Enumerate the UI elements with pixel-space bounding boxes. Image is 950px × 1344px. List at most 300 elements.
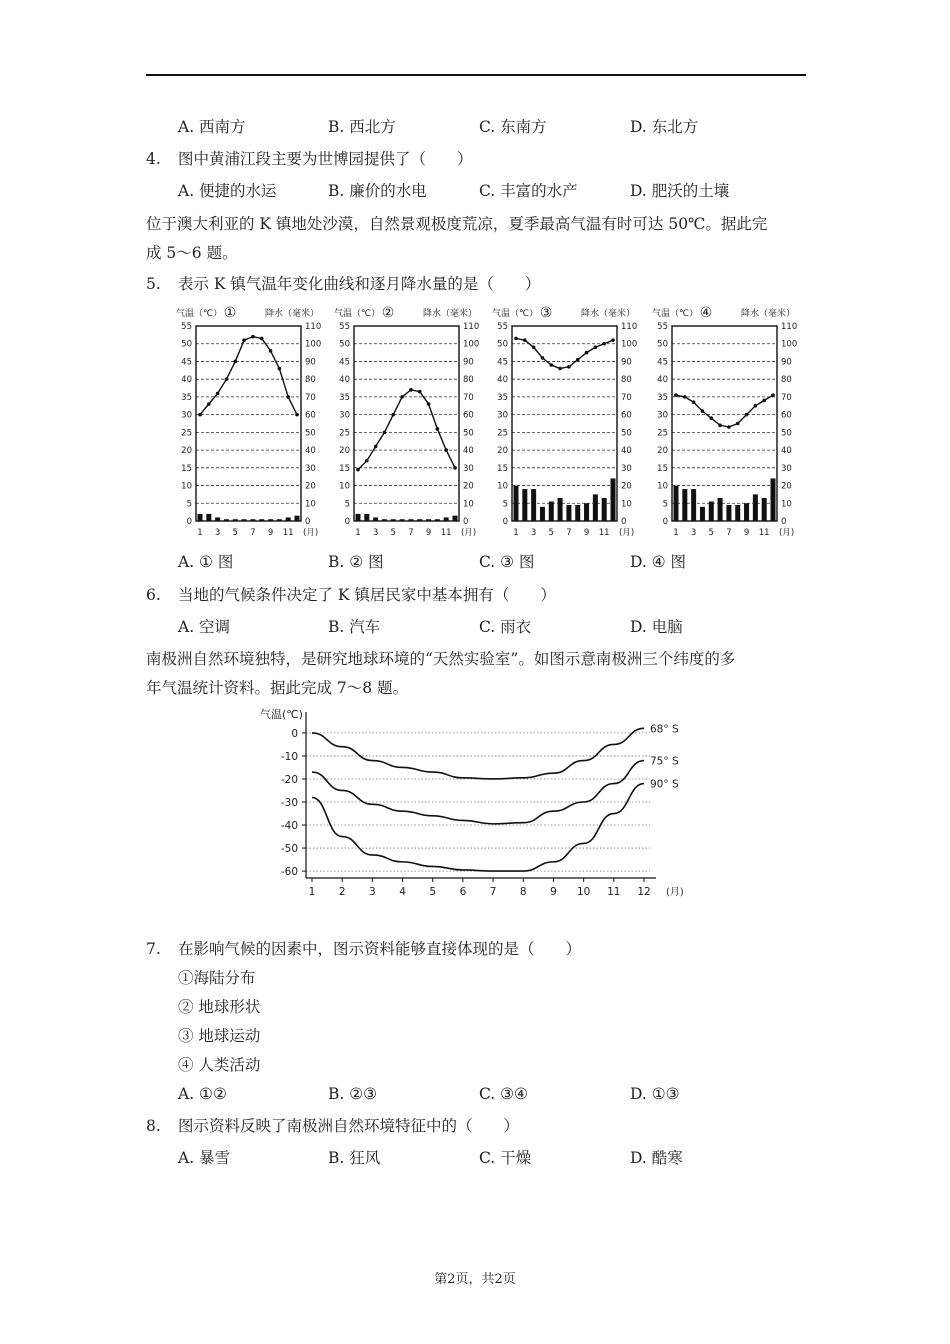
q7-item-3: ③ 地球运动 [178,1027,261,1045]
q8-option-a: A. 暴雪 [178,1149,231,1167]
precip-bar [735,505,740,521]
q3-option-d: D. 东北方 [630,118,699,136]
temp-tick-label: 35 [339,392,350,403]
temp-tick-label: 5 [662,499,668,510]
temp-tick-label: 15 [339,463,350,474]
temp-tick-label: 55 [497,322,508,332]
temp-point [216,392,220,396]
temp-tick-label: 55 [657,322,668,332]
y-tick-label: -50 [280,843,298,856]
temp-tick-label: 45 [181,357,192,368]
q3-option-c: C. 东南方 [479,118,547,136]
precip-bar [206,514,211,521]
plot-frame [196,326,301,521]
x-tick-label: (月) [779,528,795,538]
precip-tick-label: 100 [621,339,638,350]
x-tick-label: 6 [459,886,467,898]
q6-option-b: B. 汽车 [328,618,381,636]
temp-point [444,448,448,452]
precip-tick-label: 10 [463,499,474,510]
temp-point [391,413,395,417]
x-tick-label: (月) [461,528,477,538]
precip-bar [682,489,687,521]
temp-point [558,367,562,371]
chart-title: ① [223,305,237,321]
precip-bar [356,514,361,521]
x-tick-label: 9 [550,886,557,898]
precip-tick-label: 10 [781,499,792,510]
temp-tick-label: 15 [497,463,508,474]
q7-item-1: ①海陆分布 [178,969,256,987]
x-tick-label: 1 [513,528,519,538]
precip-bar [453,516,458,521]
precip-bar [531,489,536,521]
precip-bar [558,498,563,521]
temp-point [745,413,749,417]
q6-question [146,584,556,606]
precip-bar [584,503,589,521]
temp-point [514,337,518,341]
precip-bar [611,478,616,521]
temp-line [358,390,455,470]
temp-tick-label: 5 [344,499,350,510]
precip-tick-label: 90 [781,357,792,368]
temp-tick-label: 50 [497,339,508,350]
x-tick-label: 1 [197,528,203,538]
temp-tick-label: 45 [497,357,508,368]
x-tick-label: 10 [576,886,591,898]
q6-number: 6. [146,586,161,604]
precip-bar [435,519,440,521]
temp-tick-label: 10 [181,481,192,492]
series-line-2 [312,761,644,824]
header-rule [146,74,806,76]
intro-k-line2: 成 5～6 题。 [146,244,238,262]
x-tick-label: 5 [548,528,554,538]
temp-tick-label: 20 [181,446,192,457]
x-tick-label: 7 [250,528,256,538]
q6-stem: 当地的气候条件决定了 K 镇居民家中基本拥有（ ） [178,586,556,604]
x-tick-label: 11 [607,886,621,898]
q6-option-d: D. 电脑 [630,618,683,636]
temp-point [365,459,369,463]
precip-tick-label: 40 [781,446,792,457]
temp-point [269,349,273,353]
x-tick-label: 3 [214,528,221,538]
temp-axis-label: 气温（℃） [652,309,699,319]
q8-option-d: D. 酷寒 [630,1149,683,1167]
temp-point [683,395,687,399]
precip-bar [408,519,413,521]
precip-tick-label: 60 [463,410,474,421]
precip-bar [549,502,554,522]
x-tick-label: 11 [598,528,610,538]
temp-point [692,400,696,404]
x-tick-label: 1 [673,528,679,538]
temp-tick-label: 25 [497,428,508,439]
x-tick-label: 2 [338,886,346,898]
intro-ant-line1: 南极洲自然环境独特，是研究地球环境的“天然实验室”。如图示意南极洲三个纬度的多 [146,650,736,668]
x-tick-label: 7 [726,528,732,538]
precip-bar [250,519,255,521]
precip-tick-label: 40 [463,446,474,457]
precip-bar [426,519,431,521]
temp-tick-label: 15 [181,463,192,474]
temp-line [516,338,613,368]
temp-point [762,399,766,403]
temp-tick-label: 20 [497,446,508,457]
precip-tick-label: 10 [305,499,316,510]
temp-point [709,416,713,420]
temp-point [532,345,536,349]
x-tick-label: 3 [690,528,697,538]
temp-point [198,413,202,417]
precip-bar [709,502,714,522]
precip-bar [771,478,776,521]
precip-bar [224,519,229,521]
climate-chart-1 [176,305,321,538]
precip-tick-label: 30 [463,463,474,474]
chart-title: ③ [539,305,553,321]
x-tick-label: 1 [308,886,316,898]
series-label: 68° S [650,723,679,736]
temp-point [260,337,264,341]
temp-tick-label: 5 [186,499,192,510]
temp-axis-label: 气温（℃） [492,309,539,319]
precip-tick-label: 90 [463,357,474,368]
temp-point [453,466,457,470]
precip-axis-label: 降水（毫米） [422,309,477,319]
temp-tick-label: 0 [662,517,668,527]
q8-option-b: B. 狂风 [328,1149,381,1167]
x-tick-label: 4 [399,886,406,898]
precip-tick-label: 30 [621,463,632,474]
precip-bar [726,505,731,521]
temp-tick-label: 50 [181,339,192,350]
precip-bar [700,507,705,521]
q5-option-d: D. ④ 图 [630,553,687,571]
x-tick-label: 1 [355,528,361,538]
intro-k-line1: 位于澳大利亚的 K 镇地处沙漠，自然景观极度荒凉，夏季最高气温有时可达 50℃。据此完 [146,215,768,233]
precip-bar [391,519,396,521]
precip-tick-label: 80 [305,375,316,386]
precip-bar [373,517,378,521]
precip-tick-label: 80 [781,375,792,386]
q3-option-b: B. 西北方 [328,118,396,136]
temp-tick-label: 10 [497,481,508,492]
temp-tick-label: 15 [657,463,668,474]
precip-bar [540,507,545,521]
temp-tick-label: 30 [339,410,350,421]
temp-point [295,413,299,417]
x-unit-label: (月) [666,887,684,898]
precip-tick-label: 0 [305,517,311,527]
q7-option-b: B. ②③ [328,1085,378,1103]
q8-option-c: C. 干燥 [479,1149,532,1167]
temp-tick-label: 25 [339,428,350,439]
temp-point [701,409,705,413]
precip-bar [691,489,696,521]
precip-tick-label: 20 [781,481,792,492]
climate-chart-3 [492,305,637,538]
x-tick-label: 3 [372,528,379,538]
x-tick-label: 12 [637,886,651,898]
precip-bar [593,494,598,521]
precip-bar [718,498,723,521]
temp-axis-label: 气温（℃） [176,309,223,319]
temp-point [409,388,413,392]
climate-charts [174,302,814,542]
temp-point [374,445,378,449]
precip-tick-label: 110 [621,322,638,332]
temp-tick-label: 50 [657,339,668,350]
q7-question [146,938,581,960]
precip-tick-label: 70 [781,392,792,403]
temp-point [594,345,598,349]
precip-axis-label: 降水（毫米） [580,309,635,319]
x-tick-label: 3 [369,886,376,898]
page-footer: 第2页，共2页 [434,1272,516,1287]
y-tick-label: -60 [280,866,298,879]
plot-frame [354,326,459,521]
precip-tick-label: 10 [621,499,632,510]
precip-tick-label: 60 [621,410,632,421]
precip-tick-label: 80 [621,375,632,386]
q5-number: 5. [146,275,161,293]
temp-point [523,338,527,342]
series-label: 75° S [650,755,679,768]
temp-tick-label: 45 [339,357,350,368]
x-tick-label: 11 [758,528,770,538]
temp-point [233,360,237,364]
chart-title: ② [381,305,395,321]
precip-tick-label: 50 [621,428,632,439]
temp-line [676,395,773,427]
temp-tick-label: 55 [339,322,350,332]
series-label: 90° S [650,778,679,791]
temp-point [400,395,404,399]
x-tick-label: (月) [619,528,635,538]
temp-tick-label: 40 [497,375,508,386]
y-tick-label: -30 [280,797,298,809]
temp-tick-label: 35 [181,392,192,403]
climate-chart-2 [334,305,479,538]
precip-bar [382,519,387,521]
precip-tick-label: 20 [621,481,632,492]
temp-tick-label: 0 [344,517,350,527]
y-axis-label: 气温(℃) [260,708,303,721]
q6-option-a: A. 空调 [178,618,231,636]
temp-tick-label: 40 [657,375,668,386]
q8-question [146,1115,519,1137]
temp-tick-label: 40 [339,375,350,386]
y-tick-label: 0 [291,727,298,740]
x-tick-label: 9 [425,528,432,538]
temp-point [602,342,606,346]
precip-tick-label: 40 [621,446,632,457]
x-tick-label: 9 [267,528,274,538]
temp-point [549,363,553,367]
precip-bar [602,498,607,521]
x-tick-label: 9 [583,528,590,538]
precip-tick-label: 110 [463,322,480,332]
x-tick-label: 11 [282,528,294,538]
temp-tick-label: 40 [181,375,192,386]
precip-bar [400,519,405,521]
q7-option-a: A. ①② [178,1085,227,1103]
precip-bar [364,514,369,521]
temp-tick-label: 35 [497,392,508,403]
temp-point [567,365,571,369]
temp-point [727,425,731,429]
temp-tick-label: 30 [497,410,508,421]
q5-option-a: A. ① 图 [178,553,234,571]
q4-option-d: D. 肥沃的土壤 [630,182,730,200]
precip-tick-label: 20 [463,481,474,492]
q8-number: 8. [146,1117,161,1135]
precip-bar [259,519,264,521]
precip-tick-label: 70 [621,392,632,403]
temp-point [736,422,740,426]
temp-tick-label: 5 [502,499,508,510]
q4-option-a: A. 便捷的水运 [178,182,277,200]
q4-number: 4. [146,150,161,168]
precip-bar [575,505,580,521]
temp-tick-label: 25 [181,428,192,439]
plot-frame [512,326,617,521]
antarctica-chart [256,702,706,902]
q5-stem: 表示 K 镇气温年变化曲线和逐月降水量的是（ ） [178,275,541,293]
q5-option-c: C. ③ 图 [479,553,535,571]
temp-point [436,427,440,431]
temp-tick-label: 55 [181,322,192,332]
precip-bar [286,517,291,521]
q4-option-c: C. 丰富的水产 [479,182,578,200]
q8-stem: 图示资料反映了南极洲自然环境特征中的（ ） [178,1117,520,1135]
precip-tick-label: 80 [463,375,474,386]
q4-stem: 图中黄浦江段主要为世博园提供了（ ） [178,150,473,168]
precip-bar [753,494,758,521]
series-line-1 [312,728,644,779]
temp-point [611,338,615,342]
precip-tick-label: 90 [621,357,632,368]
temp-tick-label: 20 [339,446,350,457]
temp-tick-label: 30 [181,410,192,421]
precip-bar [417,519,422,521]
temp-point [286,395,290,399]
q6-option-c: C. 雨衣 [479,618,532,636]
precip-tick-label: 90 [305,357,316,368]
x-tick-label: 5 [232,528,238,538]
temp-tick-label: 25 [657,428,668,439]
precip-bar [744,503,749,521]
q4-question [146,148,473,170]
x-tick-label: 8 [519,886,527,898]
precip-tick-label: 50 [305,428,316,439]
precip-tick-label: 0 [621,517,627,527]
plot-frame [672,326,777,521]
temp-point [585,351,589,355]
precip-tick-label: 50 [781,428,792,439]
precip-bar [242,519,247,521]
precip-bar [215,517,220,521]
temp-line [200,337,297,415]
temp-tick-label: 45 [657,357,668,368]
precip-bar [522,489,527,521]
temp-point [771,393,775,397]
precip-tick-label: 30 [781,463,792,474]
x-tick-label: 7 [566,528,572,538]
chart-title: ④ [699,305,713,321]
q7-item-2: ② 地球形状 [178,998,261,1016]
precip-tick-label: 50 [463,428,474,439]
y-tick-label: -10 [280,750,298,763]
precip-bar [233,519,238,521]
precip-tick-label: 70 [305,392,316,403]
q7-stem: 在影响气候的因素中，图示资料能够直接体现的是（ ） [178,940,582,958]
q3-option-a: A. 西南方 [178,118,246,136]
temp-point [356,468,360,472]
temp-tick-label: 50 [339,339,350,350]
x-tick-label: (月) [303,528,319,538]
temp-point [427,402,431,406]
climate-chart-4 [652,305,797,538]
precip-bar [277,519,282,521]
q7-number: 7. [146,940,161,958]
temp-point [383,431,387,435]
temp-point [674,393,678,397]
precip-bar [566,505,571,521]
temp-tick-label: 10 [339,481,350,492]
q7-option-d: D. ①③ [630,1085,680,1103]
precip-axis-label: 降水（毫米） [264,309,319,319]
temp-point [251,335,255,339]
temp-tick-label: 10 [657,481,668,492]
temp-tick-label: 0 [186,517,192,527]
precip-bar [674,486,679,521]
temp-point [207,402,211,406]
precip-bar [762,498,767,521]
precip-tick-label: 100 [463,339,480,350]
precip-tick-label: 70 [463,392,474,403]
q7-item-4: ④ 人类活动 [178,1056,261,1074]
temp-point [278,367,282,371]
x-tick-label: 5 [390,528,396,538]
precip-tick-label: 20 [305,481,316,492]
x-tick-label: 7 [489,886,497,898]
q5-option-b: B. ② 图 [328,553,384,571]
precip-tick-label: 110 [781,322,798,332]
precip-tick-label: 0 [781,517,787,527]
precip-tick-label: 100 [781,339,798,350]
x-tick-label: 11 [440,528,452,538]
temp-point [242,338,246,342]
x-tick-label: 9 [743,528,750,538]
precip-tick-label: 30 [305,463,316,474]
x-tick-label: 5 [708,528,714,538]
temp-point [718,423,722,427]
precip-tick-label: 40 [305,446,316,457]
temp-tick-label: 20 [657,446,668,457]
precip-tick-label: 110 [305,322,322,332]
temp-tick-label: 30 [657,410,668,421]
precip-bar [198,514,203,521]
temp-axis-label: 气温（℃） [334,309,381,319]
precip-tick-label: 60 [781,410,792,421]
temp-tick-label: 0 [502,517,508,527]
temp-point [418,390,422,394]
intro-ant-line2: 年气温统计资料。据此完成 7～8 题。 [146,679,409,697]
